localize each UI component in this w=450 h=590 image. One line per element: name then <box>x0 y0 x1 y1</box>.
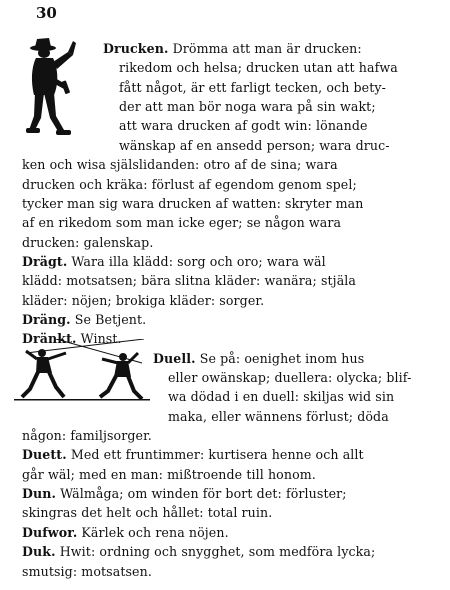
entry-headword: Dränkt. <box>22 331 77 347</box>
entry-text: drucken: galenskap. <box>22 234 154 250</box>
entry-text: wänskap af en ansedd person; wara druc- <box>119 137 390 153</box>
entry-text: tycker man sig wara drucken af watten: skryter man <box>22 195 364 211</box>
entry-text: att wara drucken af godt win: lönande <box>119 118 368 134</box>
entry-text: Wara illa klädd: sorg och oro; wara wäl <box>67 253 326 269</box>
entry-text: rikedom och helsa; drucken utan att hafwa <box>119 60 398 76</box>
text-line <box>168 407 389 429</box>
text-line <box>22 562 152 584</box>
entry-headword: Drucken. <box>103 41 169 56</box>
entry-text: klädd: motsatsen; bära slitna kläder: wanära; stjäla <box>22 273 357 289</box>
drunk-man-illustration <box>26 38 96 142</box>
entry-headword: Duett. <box>22 447 67 463</box>
entry-headword: Dräng. <box>22 311 71 327</box>
entry-text: någon: familjsorger. <box>22 428 152 443</box>
entry-text: maka, eller wännens förlust; döda <box>168 408 389 424</box>
entry-text: Winst. <box>76 331 122 347</box>
entry-text: Wälmåga; om winden för bort det: förluster; <box>56 486 347 502</box>
entry-text: Kärlek och rena nöjen. <box>77 524 229 540</box>
entry-text: Drömma att man är drucken: <box>168 41 362 56</box>
entry-text: ken och wisa själslidanden: otro af de sina; wara <box>22 157 338 173</box>
entry-text: kläder: nöjen; brokiga kläder: sorger. <box>22 292 265 308</box>
entry-text: Hwit: ordning och snygghet, som medföra lycka; <box>55 544 376 560</box>
entry-headword: Drägt. <box>22 253 68 269</box>
entry-text: af en rikedom som man icke eger; se någon wara <box>22 215 342 231</box>
entry-text: Med ett fruntimmer: kurtisera henne och allt <box>66 447 364 463</box>
entry-text: eller owänskap; duellera: olycka; blif- <box>168 370 412 385</box>
entry-text: wa dödad i en duell: skiljas wid sin <box>168 389 395 405</box>
entry-text: Se på: oenighet inom hus <box>195 350 365 366</box>
entry-text: Se Betjent. <box>70 311 147 327</box>
entry-text: smutsig: motsatsen. <box>22 563 152 579</box>
entry-text: skingras det helt och hållet: total ruin. <box>22 505 273 521</box>
entry-headword: Dufwor. <box>22 524 78 540</box>
text-line <box>22 329 122 351</box>
entry-headword: Duell. <box>153 350 196 366</box>
entry-text: drucken och kräka: förlust af egendom genom spel; <box>22 176 357 192</box>
entry-text: fått något, är ett farligt tecken, och bety- <box>119 79 386 95</box>
entry-headword: Dun. <box>22 486 57 502</box>
entry-text: der att man bör noga wara på sin wakt; <box>119 99 376 115</box>
page-number: 30 <box>36 4 57 22</box>
entry-text: går wäl; med en man: mißtroende till honom. <box>22 466 316 482</box>
entry-headword: Duk. <box>22 544 56 560</box>
